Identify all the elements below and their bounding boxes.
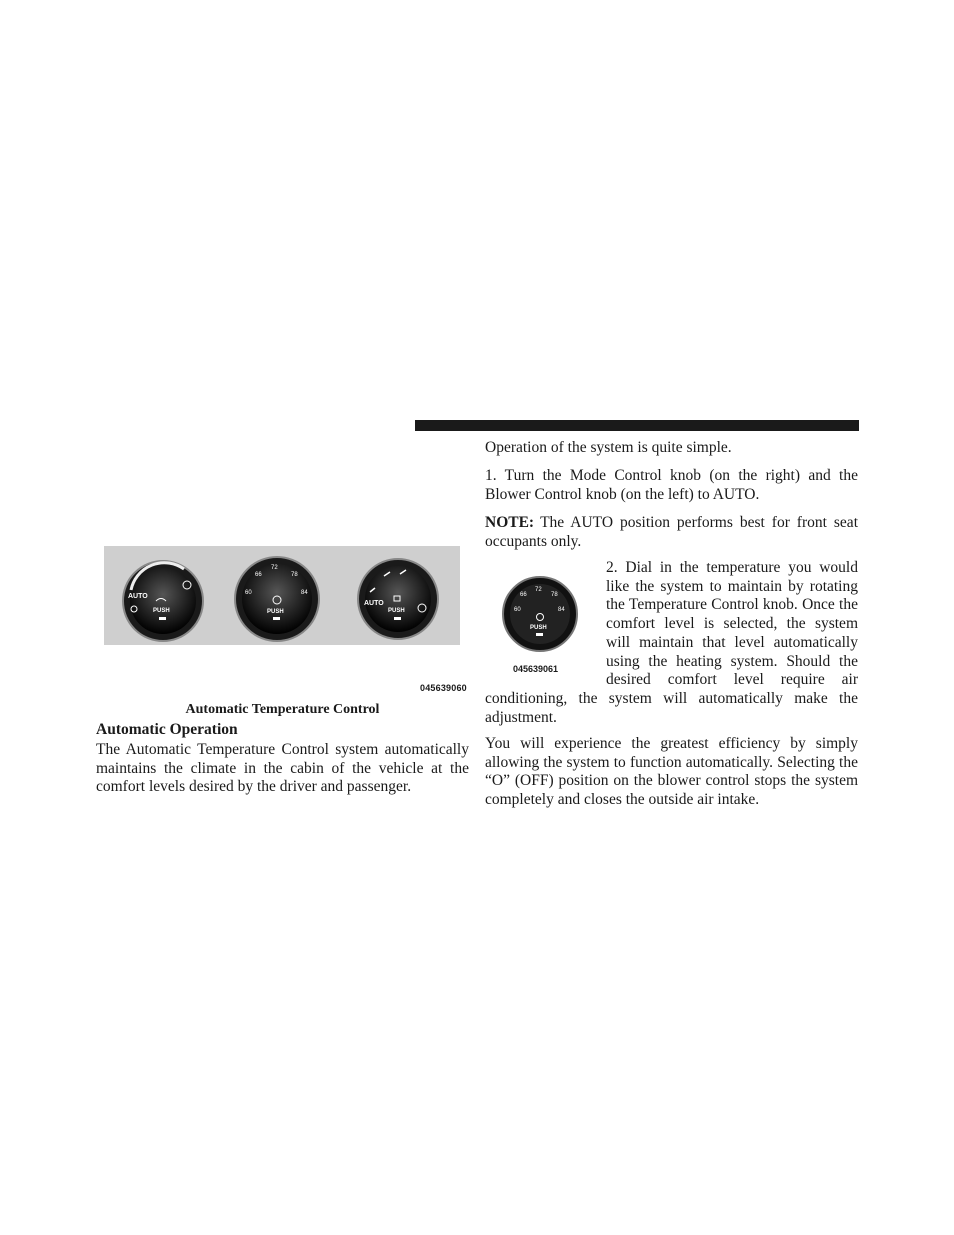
temp-label: 66 (520, 592, 527, 598)
step-2-text: 2. Dial in the temperature you would like the system to maintain by rotating the Temperature Control knob. Once the comfort level is selected, the system will maintain that level automatically using the heating system. Should the desired comfort level require air conditioning, the system will automatically make the adjustment. (485, 559, 858, 726)
temp-label: 60 (514, 607, 521, 613)
blower-control-knob (123, 561, 203, 641)
temp-label: 78 (291, 572, 298, 578)
mode-push-label: PUSH (388, 608, 405, 614)
temperature-control-knob (235, 557, 319, 641)
temp-label: 84 (301, 590, 308, 596)
temp-label: 72 (271, 565, 278, 571)
blower-auto-label: AUTO (128, 593, 148, 600)
temp-label: 66 (255, 572, 262, 578)
figure-code: 045639061 (513, 664, 559, 674)
intro-paragraph: Operation of the system is quite simple. (485, 439, 732, 456)
step-1-paragraph: 1. Turn the Mode Control knob (on the right) and the Blower Control knob (on the left) to AUTO. (485, 467, 858, 503)
chapter-header-bar (415, 420, 859, 431)
note-paragraph (485, 514, 858, 551)
note-label: NOTE: (485, 514, 535, 531)
note-text: The AUTO position performs best for front seat occupants only. (485, 514, 858, 550)
temp-label: 72 (535, 587, 542, 593)
section-body: The Automatic Temperature Control system automatically maintains the climate in the cabin of the vehicle at the comfort levels desired by the driver and passenger. (96, 741, 469, 796)
temp-label: 84 (558, 607, 565, 613)
climate-control-figure (104, 546, 460, 645)
mode-auto-label: AUTO (364, 600, 384, 607)
temp-label: 60 (245, 590, 252, 596)
mode-control-knob (358, 559, 438, 639)
step-2-paragraph (485, 559, 858, 727)
blower-push-label: PUSH (153, 608, 170, 614)
figure-code: 045639060 (420, 683, 467, 693)
temp-push-label: PUSH (530, 625, 547, 631)
section-heading: Automatic Operation (96, 721, 238, 738)
temp-label: 78 (551, 592, 558, 598)
efficiency-paragraph: You will experience the greatest efficiency by simply allowing the system to function automatically. Selecting the “O” (OFF) position on the blower control stops the system completely and closes the outside air intake. (485, 735, 858, 809)
figure-caption: Automatic Temperature Control (185, 702, 380, 717)
temperature-knob-figure (485, 559, 606, 679)
temp-push-label: PUSH (267, 609, 284, 615)
